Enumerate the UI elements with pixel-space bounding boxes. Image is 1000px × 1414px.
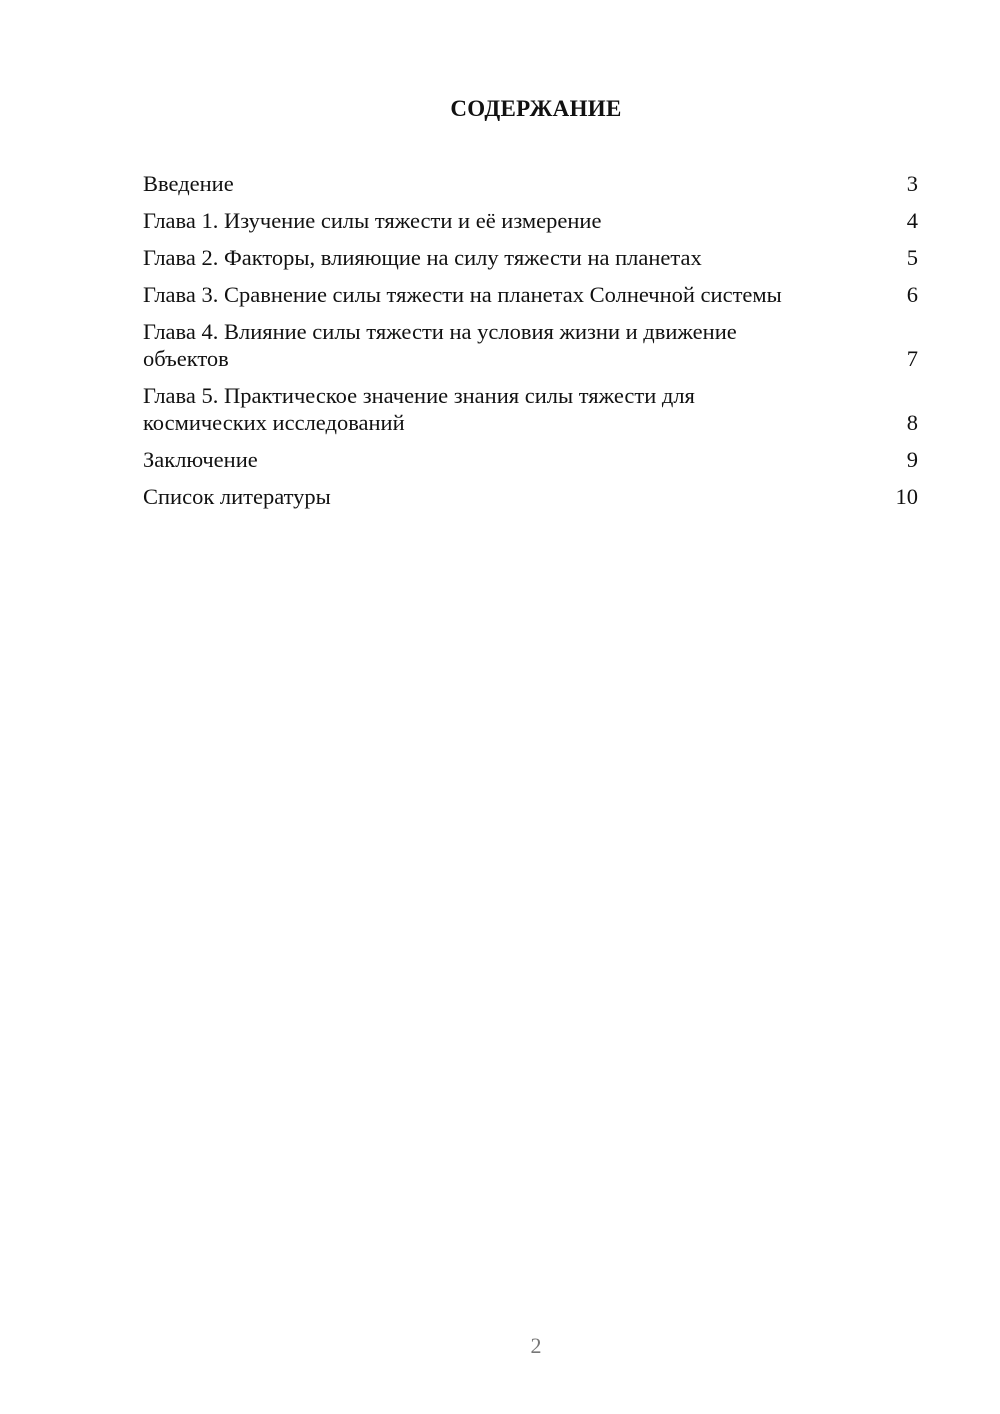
toc-entry-introduction[interactable] [143,170,918,197]
toc-entry-label: Заключение [143,447,258,472]
toc-entry-label: Глава 1. Изучение силы тяжести и её измерение [143,208,602,233]
toc-entry-label: Введение [143,171,234,196]
toc-entry-chapter-3[interactable] [143,281,918,308]
toc-entry-page: 10 [895,484,918,509]
toc-entry-chapter-1[interactable] [143,207,918,234]
page-number: 2 [530,1333,542,1358]
toc-entry-label: Глава 2. Факторы, влияющие на силу тяжести на планетах [143,245,702,270]
toc-entry-page: 6 [906,282,918,307]
toc-entry-page: 4 [906,208,918,233]
toc-entry-conclusion[interactable] [143,446,918,473]
toc-entry-label: Глава 3. Сравнение силы тяжести на планетах Солнечной системы [143,282,782,307]
toc-entry-label: Глава 4. Влияние силы тяжести на условия жизни и движение объектов [143,319,737,371]
toc-entry-page: 5 [906,245,918,270]
toc-entry-page: 3 [906,171,918,196]
toc-entry-chapter-4[interactable] [143,318,918,372]
toc-entry-page: 8 [906,410,918,435]
toc-entry-chapter-2[interactable] [143,244,918,271]
toc-entry-references[interactable] [143,483,918,510]
toc-entry-label: Список литературы [143,484,331,509]
toc-title: СОДЕРЖАНИЕ [450,96,622,121]
toc-entry-chapter-5[interactable] [143,382,918,436]
toc-entry-page: 9 [906,447,918,472]
toc-entry-page: 7 [906,346,918,371]
table-of-contents [143,170,918,520]
toc-entry-label: Глава 5. Практическое значение знания силы тяжести для космических исследований [143,383,695,435]
